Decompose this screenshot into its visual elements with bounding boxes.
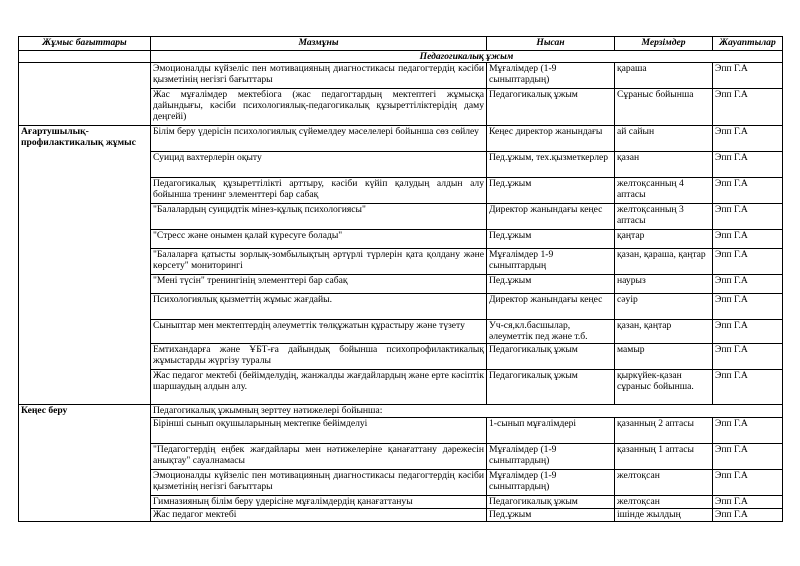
cell-object: Мұғалімдер (1-9 сыныптардың) xyxy=(487,444,615,470)
cell-responsible: Эпп Г.А xyxy=(713,418,783,444)
cell-deadline: желтоқсанның 4 аптасы xyxy=(615,178,713,204)
cell-content: Жас педагог мектебі xyxy=(151,509,487,522)
cell-object: Педагогикалық ұжым xyxy=(487,370,615,405)
cell-content: Бірінші сынып оқушыларының мектепке бейімделуі xyxy=(151,418,487,444)
cell-content: Суицид вахтерлерін оқыту xyxy=(151,152,487,178)
cell-content: Эмоционалды күйзеліс пен мотивацияның диагностикасы педагогтердің кәсіби қызметінің негізгі бағыттары xyxy=(151,63,487,89)
cell-responsible: Эпп Г.А xyxy=(713,320,783,344)
cell-deadline: сәуір xyxy=(615,294,713,320)
cell-content: "Балаларға қатысты зорлық-зомбылықтың әртүрлі түрлерін қата қолдану және көрсету" мониторингі xyxy=(151,249,487,275)
header-content: Мазмұны xyxy=(151,37,487,51)
cell-object: Мұғалімдер 1-9 сыныптардың xyxy=(487,249,615,275)
cell-deadline: қазанның 1 аптасы xyxy=(615,444,713,470)
cell-responsible: Эпп Г.А xyxy=(713,509,783,522)
cell-object: Уч-ся,кл.басшылар, әлеуметтік пед және т.б. xyxy=(487,320,615,344)
cell-content: Жас мұғалімдер мектебіога (жас педагогтардың мектептегі жұмысқа дайындығы, кәсіби психологиялық-педагогикалық құзыреттіліктерідің даму деңгейі) xyxy=(151,89,487,126)
cell-deadline: қазан, қараша, қаңтар xyxy=(615,249,713,275)
cell-object: 1-сынып мұғалімдері xyxy=(487,418,615,444)
cell-object: Педагогикалық ұжым xyxy=(487,89,615,126)
table-header-row xyxy=(19,37,783,51)
cell-responsible: Эпп Г.А xyxy=(713,152,783,178)
header-object: Нысан xyxy=(487,37,615,51)
cell-deadline: Сұраныс бойынша xyxy=(615,89,713,126)
cell-content: Білім беру үдерісін психологиялық сүйемелдеу мәселелері бойынша сөз сөйлеу xyxy=(151,126,487,152)
cell-content: Педагогикалық ұжымның зерттеу нәтижелері бойынша: xyxy=(151,405,783,418)
cell-deadline: қазан, қаңтар xyxy=(615,320,713,344)
cell-deadline: қараша xyxy=(615,63,713,89)
cell-responsible: Эпп Г.А xyxy=(713,294,783,320)
header-responsible: Жауаптылар xyxy=(713,37,783,51)
cell-responsible: Эпп Г.А xyxy=(713,470,783,496)
cell-deadline: ішінде жылдың xyxy=(615,509,713,522)
cell-deadline: мамыр xyxy=(615,344,713,370)
header-direction: Жұмыс бағыттары xyxy=(19,37,151,51)
cell-content: Психологиялық қызметтің жұмыс жағдайы. xyxy=(151,294,487,320)
cell-content: "Педагогтердің еңбек жағдайлары мен нәтижелеріне қанағаттану дәрежесін анықтау" сауалнамасы xyxy=(151,444,487,470)
cell-object: Мұғалімдер (1-9 сыныптардың) xyxy=(487,63,615,89)
document-page xyxy=(18,36,782,522)
table-row xyxy=(19,63,783,89)
cell-object: Директор жанындағы кеңес xyxy=(487,294,615,320)
cell-direction xyxy=(19,63,151,126)
cell-content: Эмоционалды күйзеліс пен мотивацияның диагностикасы педагогтердің кәсіби қызметінің негізгі бағыттары xyxy=(151,470,487,496)
cell-object: Пед.ұжым, тех.қызметкерлер xyxy=(487,152,615,178)
cell-content: Гимназияның білім беру үдерісіне мұғалімдердің қанағаттануы xyxy=(151,496,487,509)
cell-object: Педагогикалық ұжым xyxy=(487,344,615,370)
cell-content: Емтихандарға және ҰБТ-ға дайындық бойынша психопрофилактикалық жұмыстарды жүргізу туралы xyxy=(151,344,487,370)
cell-responsible: Эпп Г.А xyxy=(713,178,783,204)
cell-responsible: Эпп Г.А xyxy=(713,370,783,405)
cell-deadline: желтоқсанның 3 аптасы xyxy=(615,204,713,230)
work-plan-table xyxy=(18,36,783,522)
cell-object: Пед.ұжым xyxy=(487,509,615,522)
cell-responsible: Эпп Г.А xyxy=(713,126,783,152)
section-row xyxy=(19,51,783,63)
cell-deadline: желтоқсан xyxy=(615,470,713,496)
cell-deadline: наурыз xyxy=(615,275,713,294)
cell-content: "Стресс және онымен қалай күресуге болады" xyxy=(151,230,487,249)
cell-responsible: Эпп Г.А xyxy=(713,204,783,230)
cell-object: Пед.ұжым xyxy=(487,230,615,249)
cell-responsible: Эпп Г.А xyxy=(713,63,783,89)
cell-object: Пед.ұжым xyxy=(487,178,615,204)
cell-deadline: желтоқсан xyxy=(615,496,713,509)
cell-direction: Кеңес беру xyxy=(19,405,151,522)
cell-object: Директор жанындағы кеңес xyxy=(487,204,615,230)
cell-responsible: Эпп Г.А xyxy=(713,275,783,294)
cell-responsible: Эпп Г.А xyxy=(713,496,783,509)
cell-deadline: қаңтар xyxy=(615,230,713,249)
cell-content: Педагогикалық құзыреттілікті арттыру, кәсіби күйіп қалудың алдын алу бойынша тренинг элементтері бар сабақ xyxy=(151,178,487,204)
section-title: Педагогикалық ұжым xyxy=(151,51,783,63)
cell-responsible: Эпп Г.А xyxy=(713,230,783,249)
header-deadline: Мерзімдер xyxy=(615,37,713,51)
table-row xyxy=(19,126,783,152)
cell-object: Пед.ұжым xyxy=(487,275,615,294)
cell-deadline: қазан xyxy=(615,152,713,178)
cell-deadline: қазанның 2 аптасы xyxy=(615,418,713,444)
cell-content: Сыныптар мен мектептердің әлеуметтік төлқұжатын құрастыру және түзету xyxy=(151,320,487,344)
cell-direction: Ағартушылық-профилактикалық жұмыс xyxy=(19,126,151,405)
cell-object: Мұғалімдер (1-9 сыныптардың) xyxy=(487,470,615,496)
cell-object: Педагогикалық ұжым xyxy=(487,496,615,509)
cell-responsible: Эпп Г.А xyxy=(713,249,783,275)
cell-content: "Балалардың суицидтік мінез-құлық психологиясы" xyxy=(151,204,487,230)
cell-responsible: Эпп Г.А xyxy=(713,89,783,126)
cell-deadline: ай сайын xyxy=(615,126,713,152)
cell-responsible: Эпп Г.А xyxy=(713,344,783,370)
table-row xyxy=(19,405,783,418)
cell-deadline: қыркүйек-қазан сұраныс бойынша. xyxy=(615,370,713,405)
cell-object: Кеңес директор жанындағы xyxy=(487,126,615,152)
cell-content: Жас педагог мектебі (бейімделудің, жанжалды жағдайлардың және ерте кәсіптік шаршаудың алдын алу. xyxy=(151,370,487,405)
cell-content: "Мені түсін" тренингінің элементтері бар сабақ xyxy=(151,275,487,294)
cell-responsible: Эпп Г.А xyxy=(713,444,783,470)
